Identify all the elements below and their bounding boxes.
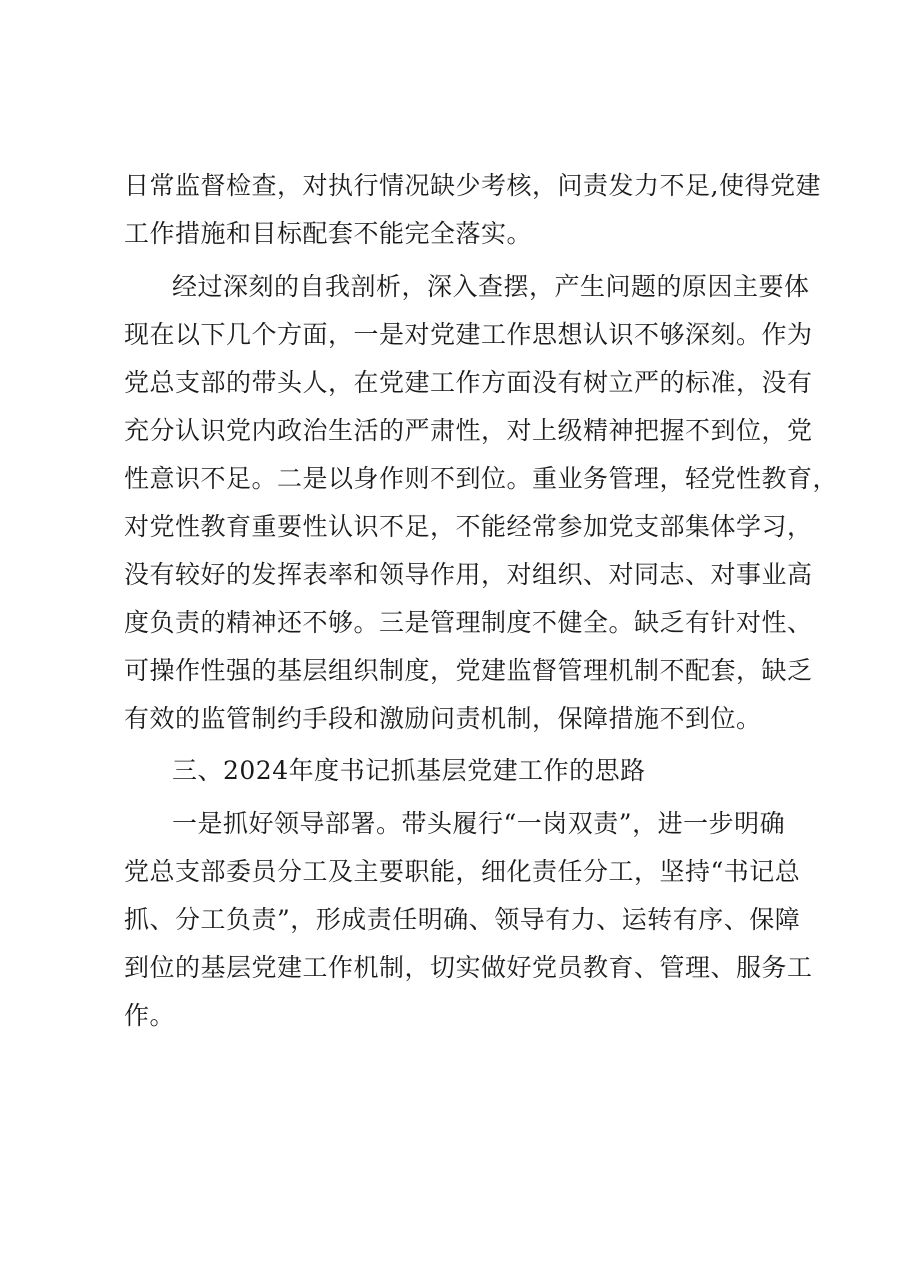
text-line: 现在以下几个方面，一是对党建工作思想认识不够深刻。作为 bbox=[124, 320, 813, 349]
text-line: 党总支部的带头人，在党建工作方面没有树立严的标准，没有 bbox=[124, 368, 813, 397]
text-line: 性意识不足。二是以身作则不到位。重业务管理，轻党性教育， bbox=[124, 464, 839, 493]
text-line: 到位的基层党建工作机制，切实做好党员教育、管理、服务工 bbox=[124, 953, 813, 982]
text-line: 日常监督检查，对执行情况缺少考核，问责发力不足,使得党建 bbox=[124, 171, 821, 200]
text-line: 充分认识党内政治生活的严肃性，对上级精神把握不到位，党 bbox=[124, 416, 813, 445]
text-line: 作。 bbox=[124, 1001, 176, 1030]
text-line: 度负责的精神还不够。三是管理制度不健全。缺乏有针对性、 bbox=[124, 608, 813, 637]
paragraph-first-line: 经过深刻的自我剖析，深入查摆，产生问题的原因主要体 bbox=[172, 272, 810, 301]
text-line: 工作措施和目标配套不能完全落实。 bbox=[124, 219, 533, 248]
section-heading: 三、2024年度书记抓基层党建工作的思路 bbox=[172, 756, 646, 785]
paragraph-first-line: 一是抓好领导部署。带头履行“一岗双责”，进一步明确 bbox=[172, 809, 786, 838]
text-line: 抓、分工负责”，形成责任明确、领导有力、运转有序、保障 bbox=[124, 905, 801, 934]
text-line: 有效的监管制约手段和激励问责机制，保障措施不到位。 bbox=[124, 704, 762, 733]
text-line: 党总支部委员分工及主要职能，细化责任分工，坚持“书记总 bbox=[124, 857, 801, 886]
text-line: 可操作性强的基层组织制度，党建监督管理机制不配套，缺乏 bbox=[124, 656, 813, 685]
text-line: 没有较好的发挥表率和领导作用，对组织、对同志、对事业高 bbox=[124, 560, 813, 589]
text-line: 对党性教育重要性认识不足，不能经常参加党支部集体学习， bbox=[124, 512, 813, 541]
